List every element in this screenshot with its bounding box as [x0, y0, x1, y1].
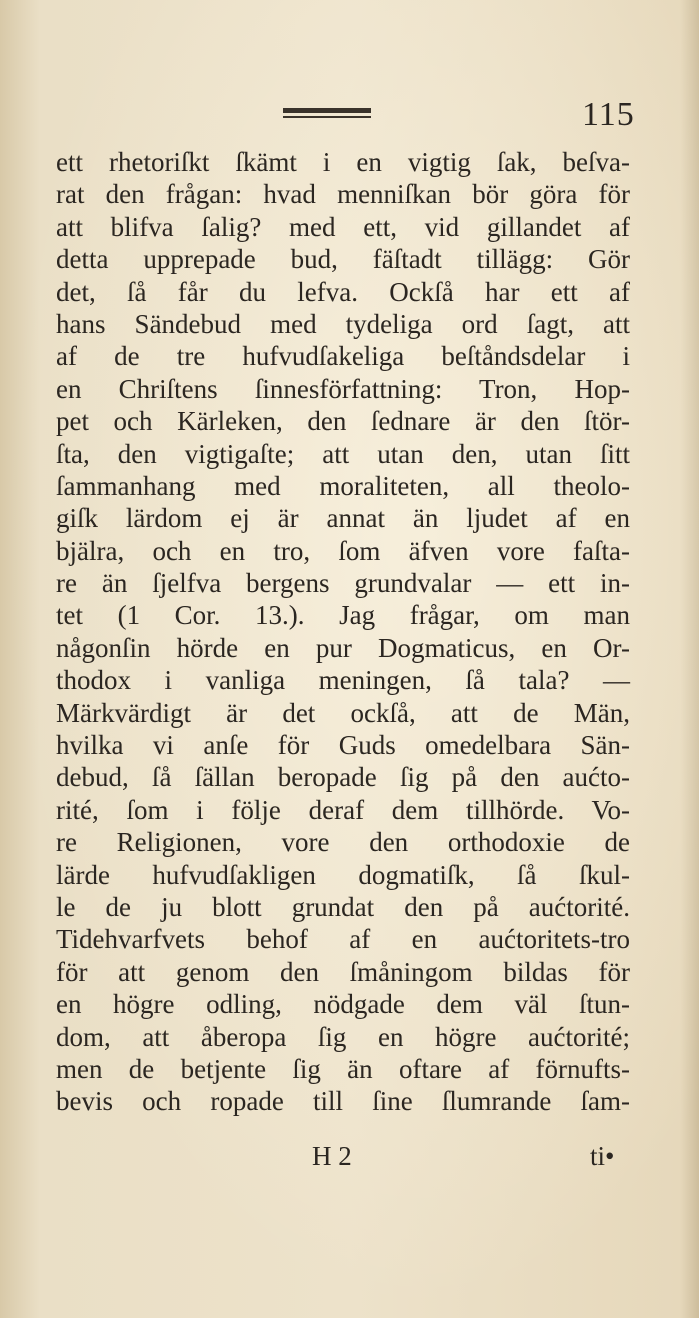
text-line: lärde hufvudſakligen dogmatiſk, ſå ſkul-	[56, 859, 630, 890]
page-number: 115	[582, 96, 635, 133]
text-line: re än ſjelfva bergens grundvalar — ett in-	[56, 568, 630, 599]
text-line: dom, att åberopa ſig en högre aućtorité;	[56, 1021, 630, 1052]
text-line: hvilka vi anſe för Guds omedelbara Sän-	[56, 730, 630, 761]
header-ornament-rule	[283, 108, 371, 118]
text-line: ſta, den vigtigaſte; att utan den, utan ſitt	[56, 438, 630, 469]
text-line: Märkvärdigt är det ockſå, att de Män,	[56, 697, 630, 728]
text-line: af de tre hufvudſakeliga beſtåndsdelar i	[56, 341, 630, 372]
text-line: en högre odling, nödgade dem väl ſtun-	[56, 989, 630, 1020]
text-line: tet (1 Cor. 13.). Jag frågar, om man	[56, 600, 630, 631]
signature-mark: H 2	[312, 1141, 352, 1171]
text-line: någonſin hörde en pur Dogmaticus, en Or-	[56, 632, 630, 663]
text-line: le de ju blott grundat den på aućtorité.	[56, 891, 630, 922]
text-line: re Religionen, vore den orthodoxie de	[56, 827, 630, 858]
text-line: thodox i vanliga meningen, ſå tala? —	[56, 665, 630, 696]
text-line: giſk lärdom ej är annat än ljudet af en	[56, 503, 630, 534]
text-line: bjälra, och en tro, ſom äfven vore faſta-	[56, 535, 630, 566]
text-line: att blifva ſalig? med ett, vid gillandet af	[56, 211, 630, 242]
text-line: bevis och ropade till ſine ſlumrande ſam-	[56, 1086, 630, 1117]
text-line: för att genom den ſmåningom bildas för	[56, 956, 630, 987]
text-line: men de betjente ſig än oftare af förnufts-	[56, 1053, 630, 1084]
text-line: rité, ſom i följe deraf dem tillhörde. Vo-	[56, 794, 630, 825]
text-line: rat den frågan: hvad menniſkan bör göra för	[56, 179, 630, 210]
text-line: det, ſå får du lefva. Ockſå har ett af	[56, 276, 630, 307]
page-footer	[0, 1141, 699, 1181]
text-line: ett rhetoriſkt ſkämt i en vigtig ſak, beſva-	[56, 147, 630, 177]
body-text	[56, 146, 630, 1118]
text-line: ſammanhang med moraliteten, all theolo-	[56, 470, 630, 501]
text-line: detta upprepade bud, fäſtadt tillägg: Gör	[56, 244, 630, 275]
text-line: Tidehvarfvets behof af en aućtoritets-tro	[56, 924, 630, 955]
ornament-thin-line	[283, 116, 371, 118]
text-line: en Chriſtens ſinnesförfattning: Tron, Hop-	[56, 373, 630, 404]
catchword: ti•	[590, 1141, 615, 1171]
text-line: debud, ſå ſällan beropade ſig på den aućto-	[56, 762, 630, 793]
text-line: hans Sändebud med tydeliga ord ſagt, att	[56, 308, 630, 339]
ornament-thick-line	[283, 108, 371, 113]
text-line: pet och Kärleken, den ſednare är den ſtör-	[56, 406, 630, 437]
